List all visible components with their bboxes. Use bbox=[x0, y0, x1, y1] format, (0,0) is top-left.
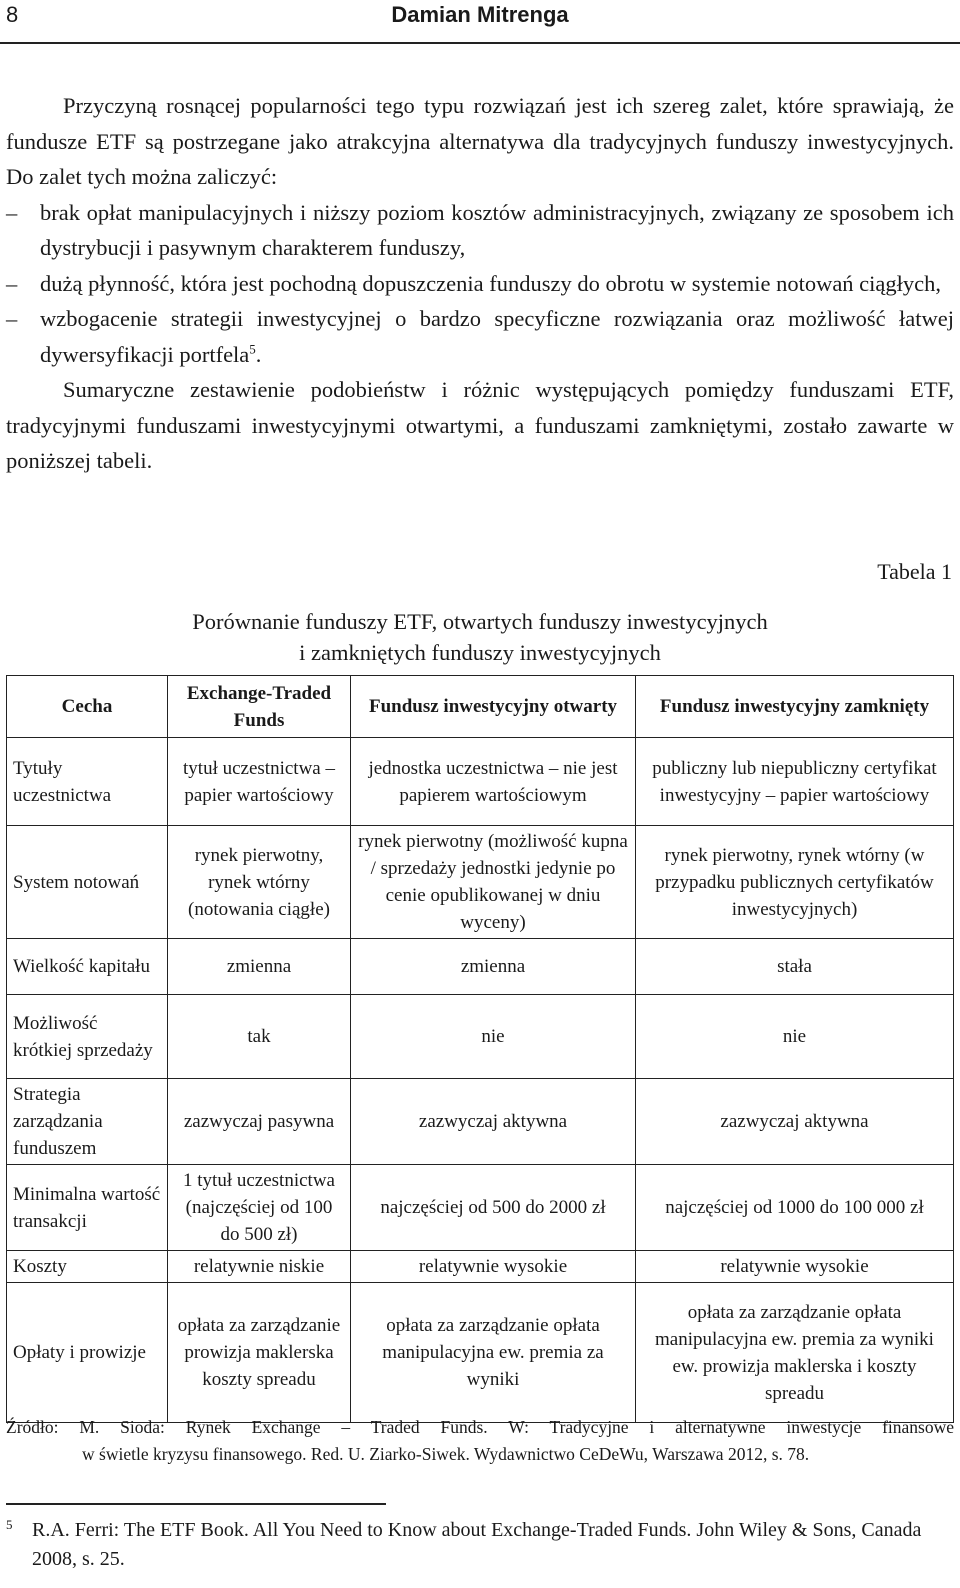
table-cell: stała bbox=[636, 939, 954, 995]
table-cell: nie bbox=[351, 995, 636, 1079]
source-line: Źródło: M. Sioda: Rynek Exchange – Traded Funds. W: Tradycyjne i alternatywne inwestycje finansowe bbox=[6, 1417, 954, 1437]
summary-paragraph: Sumaryczne zestawienie podobieństw i różnic występujących pomiędzy funduszami ETF, tradycyjnymi funduszami inwestycyjnymi otwartymi, a funduszami zamkniętymi, zostało zawarte w poniższej tabeli. bbox=[6, 377, 954, 473]
advantage-text-wrap bbox=[40, 301, 954, 372]
table-cell: rynek pierwotny (możliwość kupna / sprzedaży jednostki jedynie po cenie opublikowanej w dniu wyceny) bbox=[351, 826, 636, 939]
footnote-rule bbox=[6, 1503, 386, 1505]
header-cell: Fundusz inwestycyjny zamknięty bbox=[636, 676, 954, 738]
table-cell: jednostka uczestnictwa – nie jest papierem wartościowym bbox=[351, 738, 636, 826]
advantage-text: dużą płynność, która jest pochodną dopuszczenia funduszy do obrotu w systemie notowań ciągłych, bbox=[40, 270, 942, 296]
row-label: Tytuły uczestnictwa bbox=[7, 738, 168, 826]
row-label: Opłaty i prowizje bbox=[7, 1283, 168, 1423]
table-cell: zmienna bbox=[351, 939, 636, 995]
advantage-text: brak opłat manipulacyjnych i niższy poziom kosztów administracyjnych, związany ze sposobem ich dystrybucji i pasywnym charakterem funduszy, bbox=[40, 199, 954, 260]
table-cell: relatywnie niskie bbox=[168, 1251, 351, 1283]
table-cell: najczęściej od 1000 do 100 000 zł bbox=[636, 1165, 954, 1251]
dash-bullet: – bbox=[6, 270, 18, 296]
table-cell: rynek pierwotny, rynek wtórny (w przypadku publicznych certyfikatów inwestycyjnych) bbox=[636, 826, 954, 939]
table-cell: nie bbox=[636, 995, 954, 1079]
table-cell: zazwyczaj pasywna bbox=[168, 1079, 351, 1165]
table-row bbox=[7, 826, 954, 939]
table-cell: zazwyczaj aktywna bbox=[636, 1079, 954, 1165]
table-row bbox=[7, 995, 954, 1079]
table-row bbox=[7, 939, 954, 995]
table-number: Tabela 1 bbox=[877, 559, 952, 584]
row-label: Minimalna wartość transakcji bbox=[7, 1165, 168, 1251]
footnote-text: R.A. Ferri: The ETF Book. All You Need to Know about Exchange-Traded Funds. John Wiley & Sons, Canada 2008, s. 25. bbox=[32, 1519, 922, 1570]
advantage-item bbox=[6, 301, 954, 372]
table-cell: rynek pierwotny, rynek wtórny (notowania ciągłe) bbox=[168, 826, 351, 939]
table-row bbox=[7, 1283, 954, 1423]
intro-paragraph: Przyczyną rosnącej popularności tego typu rozwiązań jest ich szereg zalet, które sprawiają, że fundusze ETF są postrzegane jako atrakcyjna alternatywa dla tradycyjnych funduszy inwestycyjnych. Do zalet tych można zaliczyć: bbox=[6, 93, 954, 189]
body-text bbox=[6, 88, 954, 479]
row-label: Koszty bbox=[7, 1251, 168, 1283]
footnote-ref[interactable]: 5 bbox=[249, 341, 256, 356]
table-row bbox=[7, 1165, 954, 1251]
table-cell: relatywnie wysokie bbox=[636, 1251, 954, 1283]
header-cell: Exchange-Traded Funds bbox=[168, 676, 351, 738]
advantage-text: wzbogacenie strategii inwestycyjnej o bardzo specyficzne rozwiązania oraz możliwość łatwej dywersyfikacji portfela bbox=[40, 306, 954, 367]
footnote bbox=[6, 1516, 954, 1574]
advantage-item bbox=[6, 266, 954, 302]
table-cell: tak bbox=[168, 995, 351, 1079]
table-cell: zazwyczaj aktywna bbox=[351, 1079, 636, 1165]
table-row bbox=[7, 738, 954, 826]
table-cell: zmienna bbox=[168, 939, 351, 995]
table-cell: opłata za zarządzanie prowizja maklerska koszty spreadu bbox=[168, 1283, 351, 1423]
row-label: Możliwość krótkiej sprzedaży bbox=[7, 995, 168, 1079]
dash-bullet: – bbox=[6, 199, 18, 225]
table-cell: publiczny lub niepubliczny certyfikat inwestycyjny – papier wartościowy bbox=[636, 738, 954, 826]
source-line: w świetle kryzysu finansowego. Red. U. Ziarko-Siwek. Wydawnictwo CeDeWu, Warszawa 2012, s. 78. bbox=[82, 1444, 810, 1464]
row-label: Wielkość kapitału bbox=[7, 939, 168, 995]
table-row bbox=[7, 1079, 954, 1165]
table-caption bbox=[0, 606, 960, 668]
table-cell: relatywnie wysokie bbox=[351, 1251, 636, 1283]
table-cell: opłata za zarządzanie opłata manipulacyjna ew. premia za wyniki ew. prowizja maklerska i koszty spreadu bbox=[636, 1283, 954, 1423]
table-cell: najczęściej od 500 do 2000 zł bbox=[351, 1165, 636, 1251]
footnote-number: 5 bbox=[6, 1517, 13, 1532]
page-number: 8 bbox=[6, 2, 19, 27]
table-header-row bbox=[7, 676, 954, 738]
header-cell: Fundusz inwestycyjny otwarty bbox=[351, 676, 636, 738]
header-cell: Cecha bbox=[7, 676, 168, 738]
header-rule bbox=[0, 42, 960, 44]
table-cell: opłata za zarządzanie opłata manipulacyjna ew. premia za wyniki bbox=[351, 1283, 636, 1423]
table-cell: tytuł uczestnictwa – papier wartościowy bbox=[168, 738, 351, 826]
running-head-author: Damian Mitrenga bbox=[391, 2, 569, 27]
page-header bbox=[0, 0, 960, 46]
advantage-tail: . bbox=[255, 341, 262, 367]
dash-bullet: – bbox=[6, 306, 18, 331]
advantage-item bbox=[6, 195, 954, 266]
table-cell: 1 tytuł uczestnictwa (najczęściej od 100 do 500 zł) bbox=[168, 1165, 351, 1251]
row-label: System notowań bbox=[7, 826, 168, 939]
caption-line: i zamkniętych funduszy inwestycyjnych bbox=[299, 640, 661, 665]
table-source bbox=[6, 1414, 954, 1468]
table-row bbox=[7, 1251, 954, 1283]
caption-line: Porównanie funduszy ETF, otwartych funduszy inwestycyjnych bbox=[192, 609, 768, 634]
row-label: Strategia zarządzania funduszem bbox=[7, 1079, 168, 1165]
comparison-table bbox=[6, 675, 954, 1423]
